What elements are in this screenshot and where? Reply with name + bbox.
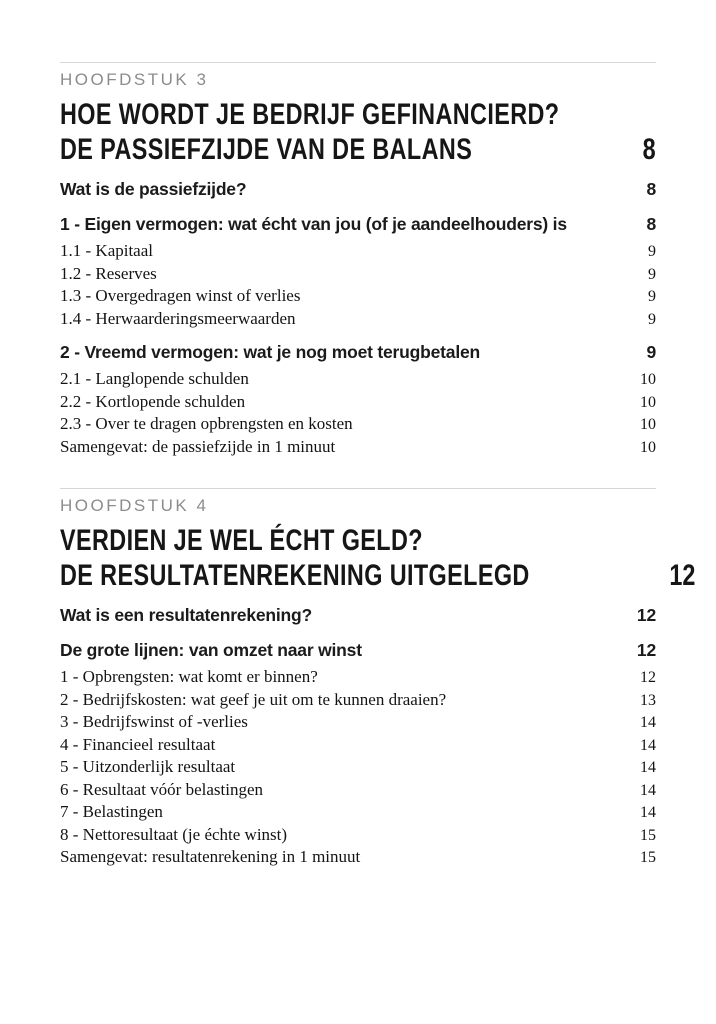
toc-entry-label: 1.4 - Herwaarderingsmeerwaarden [60,308,296,328]
toc-entry[interactable] [60,176,656,202]
toc-entry-label: 2.2 - Kortlopende schulden [60,391,246,411]
toc-entry-page: 9 [648,310,656,328]
toc-entry-label: 4 - Financieel resultaat [60,734,216,754]
toc-entry-label: 1.3 - Overgedragen winst of verlies [60,286,301,305]
toc-entry-label: 1.2 - Reserves [60,263,157,283]
toc-entry[interactable] [60,846,656,869]
chapter-page-number: 12 [669,559,696,592]
toc-entry-page: 8 [646,179,656,199]
toc-entry[interactable] [60,285,656,308]
toc-entry-page: 14 [640,781,656,799]
chapter-title-line-1 [60,97,656,132]
toc-entry[interactable] [60,413,656,436]
toc-entry[interactable] [60,666,656,689]
toc-entry-label: 1 - Opbrengsten: wat komt er binnen? [60,667,318,686]
chapter-title-line-2 [60,558,696,593]
toc-entry-label: 3 - Bedrijfswinst of -verlies [60,712,248,731]
chapter-kicker: HOOFDSTUK 4 [60,496,209,515]
toc-entry[interactable] [60,637,656,663]
toc-entry-label: 2 - Bedrijfskosten: wat geef je uit om te kunnen draaien? [60,689,447,709]
toc-entry[interactable] [60,436,656,459]
toc-entry-label: 6 - Resultaat vóór belastingen [60,779,264,799]
chapter-4-section [60,488,696,869]
toc-entry-page: 15 [640,826,656,844]
toc-entry-page: 10 [640,416,656,433]
toc-entry-label: Samengevat: de passiefzijde in 1 minuut [60,436,336,456]
toc-entry-page: 12 [636,605,656,625]
chapter-kicker: HOOFDSTUK 3 [60,70,209,89]
toc-entry-label: 2.3 - Over te dragen opbrengsten en kosten [60,414,353,433]
toc-entry-page: 14 [640,736,656,754]
toc-entry-page: 10 [640,393,656,411]
toc-entry-page: 14 [640,804,656,821]
toc-entry-page: 14 [640,714,656,731]
toc-entry-label: 8 - Nettoresultaat (je échte winst) [60,824,288,844]
toc-entry[interactable] [60,824,656,847]
toc-entry-page: 9 [648,288,656,305]
toc-entry-label: 1.1 - Kapitaal [60,241,153,260]
chapter-title-text: DE PASSIEFZIJDE VAN DE BALANS [60,133,473,166]
toc-entry-label: 2.1 - Langlopende schulden [60,369,249,388]
toc-entry-label: 7 - Belastingen [60,802,163,821]
chapter-title-line-2 [60,132,656,167]
toc-entry[interactable] [60,368,656,391]
toc-entry[interactable] [60,308,656,331]
toc-entry[interactable] [60,689,656,712]
toc-entry-page: 10 [640,371,656,388]
toc-entry-page: 10 [640,438,656,456]
toc-entry[interactable] [60,756,656,779]
chapter-title [60,97,656,167]
toc-entries [60,176,656,458]
toc-entry[interactable] [60,240,656,263]
toc-entry[interactable] [60,211,656,237]
toc-entry[interactable] [60,602,656,628]
toc-entry-label: De grote lijnen: van omzet naar winst [60,640,362,660]
chapter-title-text: DE RESULTATENREKENING UITGELEGD [60,559,530,592]
toc-entry-page: 12 [636,640,656,660]
toc-entry-page: 13 [640,691,656,709]
toc-entry-label: Wat is de passiefzijde? [60,179,247,199]
toc-entry[interactable] [60,711,656,734]
chapter-title [60,523,696,593]
toc-entry[interactable] [60,801,656,824]
chapter-page-number: 8 [642,133,656,166]
toc-entry[interactable] [60,391,656,414]
toc-entry-page: 14 [640,759,656,776]
toc-entry-page: 8 [646,214,656,234]
toc-entry-label: Wat is een resultatenrekening? [60,605,313,625]
chapter-title-text: VERDIEN JE WEL ÉCHT GELD? [60,524,423,557]
toc-entry-page: 12 [640,669,656,686]
toc-entry-page: 9 [646,342,656,362]
toc-entry-label: 5 - Uitzonderlijk resultaat [60,757,236,776]
toc-entry-label: Samengevat: resultatenrekening in 1 minuut [60,847,361,866]
toc-entry-page: 9 [648,243,656,260]
toc-entry-page: 9 [648,265,656,283]
toc-entry[interactable] [60,734,656,757]
toc-entries [60,602,656,869]
toc-entry[interactable] [60,263,656,286]
toc-entry[interactable] [60,779,656,802]
chapter-title-text: HOE WORDT JE BEDRIJF GEFINANCIERD? [60,98,560,131]
chapter-title-line-1 [60,523,656,558]
toc-entry-label: 1 - Eigen vermogen: wat écht van jou (of je aandeelhouders) is [60,214,567,234]
chapter-3-section [60,62,656,458]
toc-entry-label: 2 - Vreemd vermogen: wat je nog moet terugbetalen [60,342,481,362]
toc-entry[interactable] [60,339,656,365]
toc-entry-page: 15 [640,849,656,866]
